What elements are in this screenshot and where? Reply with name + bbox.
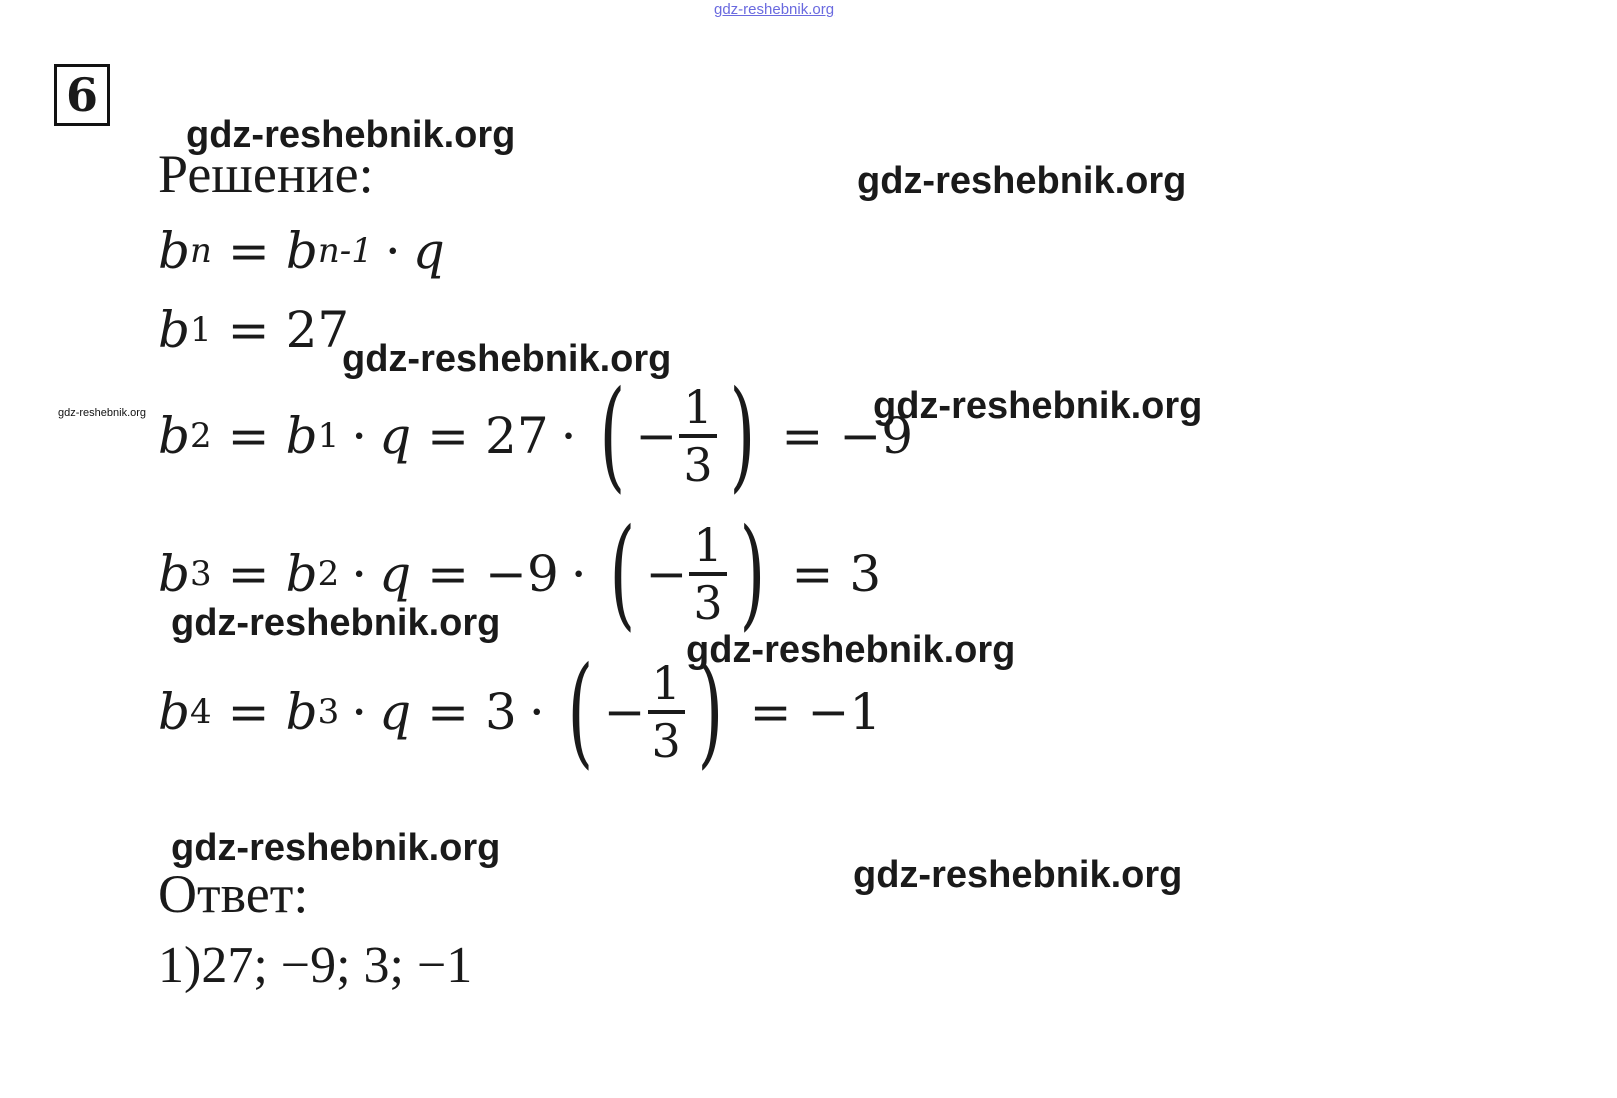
top-watermark: gdz-reshebnik.org xyxy=(714,1,835,18)
step-prev-sub: 1 xyxy=(317,416,340,456)
step-value: 27 xyxy=(485,407,549,465)
step-q: q xyxy=(379,407,412,465)
task-number-box: 6 xyxy=(54,64,110,126)
watermark: gdz-reshebnik.org xyxy=(686,629,1016,671)
watermark: gdz-reshebnik.org xyxy=(857,160,1187,202)
step-sub: 2 xyxy=(190,416,212,456)
formula-rhs-sub: n-1 xyxy=(317,231,373,271)
step-sub: 4 xyxy=(190,692,212,732)
formula-factor: q xyxy=(412,222,445,280)
step-value: 3 xyxy=(485,683,517,741)
watermark: gdz-reshebnik.org xyxy=(186,114,516,156)
given-value: 27 xyxy=(285,301,350,359)
recurrence-formula: b n = b n-1 · q xyxy=(158,222,445,280)
watermark: gdz-reshebnik.org xyxy=(171,827,501,869)
watermark: gdz-reshebnik.org xyxy=(853,854,1183,896)
solution-heading: Решение: xyxy=(158,144,374,204)
step-prev: b xyxy=(285,683,318,741)
given-sub: 1 xyxy=(190,310,212,350)
step-result: −1 xyxy=(807,683,882,741)
step-b4: b 4 = b 3 · q = 3 · ( − $\frac{1}{3}$ ) = −1 xyxy=(158,642,882,781)
step-var: b xyxy=(158,407,191,465)
watermark-small: gdz-reshebnik.org xyxy=(58,407,147,419)
step-prev: b xyxy=(285,407,318,465)
step-var: b xyxy=(158,545,191,603)
step-result: 3 xyxy=(849,545,882,603)
step-prev-sub: 3 xyxy=(317,692,340,732)
step-sub: 3 xyxy=(190,554,212,594)
formula-rhs: b xyxy=(285,222,318,280)
given-first-term: b 1 = 27 xyxy=(158,301,350,359)
watermark: gdz-reshebnik.org xyxy=(873,385,1203,427)
fraction: $\frac{1}{3}$ xyxy=(679,384,716,488)
fraction: $\frac{1}{3}$ xyxy=(648,660,685,764)
step-prev: b xyxy=(285,545,318,603)
step-prev-sub: 2 xyxy=(317,554,340,594)
answer-heading: Ответ: xyxy=(158,864,309,924)
formula-lhs-sub: n xyxy=(190,231,212,271)
step-q: q xyxy=(379,545,412,603)
given-var: b xyxy=(158,301,191,359)
answer-text: 1)27; −9; 3; −1 xyxy=(158,937,473,994)
step-b2: b 2 = b 1 · q = 27 · ( − $\frac{1}{3}$ ) = −9 xyxy=(158,366,914,505)
watermark: gdz-reshebnik.org xyxy=(342,338,672,380)
step-result: −9 xyxy=(839,407,914,465)
step-var: b xyxy=(158,683,191,741)
step-q: q xyxy=(379,683,412,741)
fraction: $\frac{1}{3}$ xyxy=(689,522,726,626)
step-value: −9 xyxy=(485,545,559,603)
step-b3: b 3 = b 2 · q = −9 · ( − $\frac{1}{3}$ ) = 3 xyxy=(158,504,882,643)
watermark: gdz-reshebnik.org xyxy=(171,602,501,644)
formula-lhs: b xyxy=(158,222,191,280)
